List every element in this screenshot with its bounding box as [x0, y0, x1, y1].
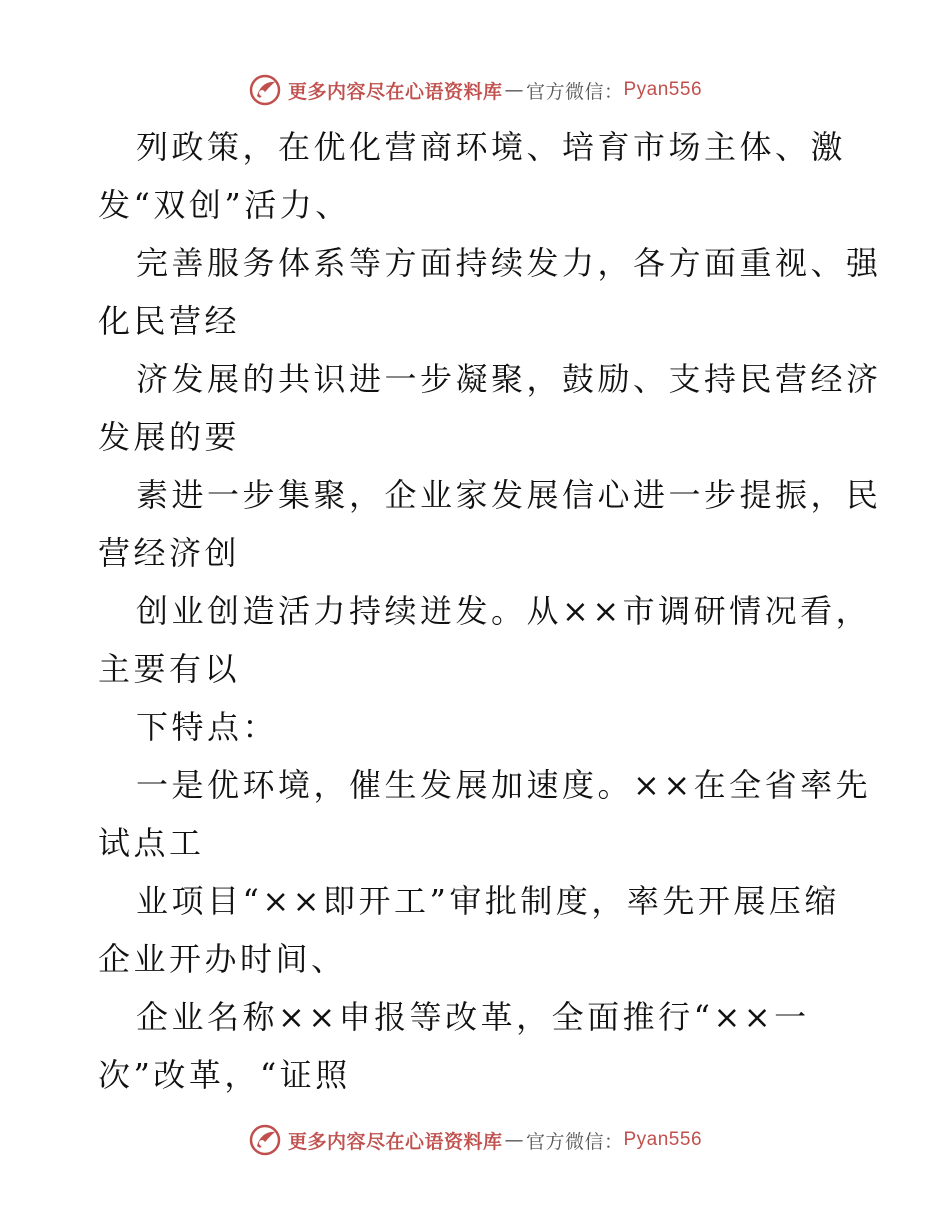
text-line: 主要有以: [98, 650, 241, 688]
text-line: 发展的要: [98, 418, 241, 456]
text-line: 创业创造活力持续迸发。从××市调研情况看，: [136, 592, 872, 630]
text-line: 下特点：: [136, 708, 279, 746]
footer-watermark: [0, 1120, 950, 1160]
brand-logo-icon: [248, 1123, 282, 1157]
text-line: 化民营经: [98, 302, 241, 340]
text-line: 一是优环境，催生发展加速度。××在全省率先: [136, 766, 872, 804]
watermark-handle: Pyan556: [623, 1129, 703, 1150]
text-line: 济发展的共识进一步凝聚，鼓励、支持民营经济: [136, 360, 882, 398]
watermark-handle: Pyan556: [623, 79, 703, 100]
text-line: 次”改革，“证照: [98, 1056, 351, 1094]
watermark-separator: —: [504, 79, 524, 101]
document-body: [98, 118, 882, 1104]
text-line: 素进一步集聚，企业家发展信心进一步提振，民: [136, 476, 882, 514]
watermark-brand-text: 更多内容尽在心语资料库: [287, 1130, 503, 1153]
text-line: 发“双创”活力、: [98, 186, 351, 224]
text-line: 试点工: [98, 824, 205, 862]
text-line: 营经济创: [98, 534, 241, 572]
text-line: 企业开办时间、: [98, 940, 347, 978]
text-line: 列政策，在优化营商环境、培育市场主体、激: [136, 128, 847, 166]
text-line: 企业名称××申报等改革，全面推行“××一: [136, 998, 810, 1036]
brand-logo-icon: [248, 73, 282, 107]
header-watermark: [0, 70, 950, 110]
watermark-label: 官方微信：: [525, 80, 624, 103]
watermark-separator: —: [504, 1129, 524, 1151]
watermark-label: 官方微信：: [525, 1130, 624, 1153]
text-line: 完善服务体系等方面持续发力，各方面重视、强: [136, 244, 882, 282]
watermark-brand-text: 更多内容尽在心语资料库: [287, 80, 503, 103]
text-line: 业项目“××即开工”审批制度，率先开展压缩: [136, 882, 840, 920]
